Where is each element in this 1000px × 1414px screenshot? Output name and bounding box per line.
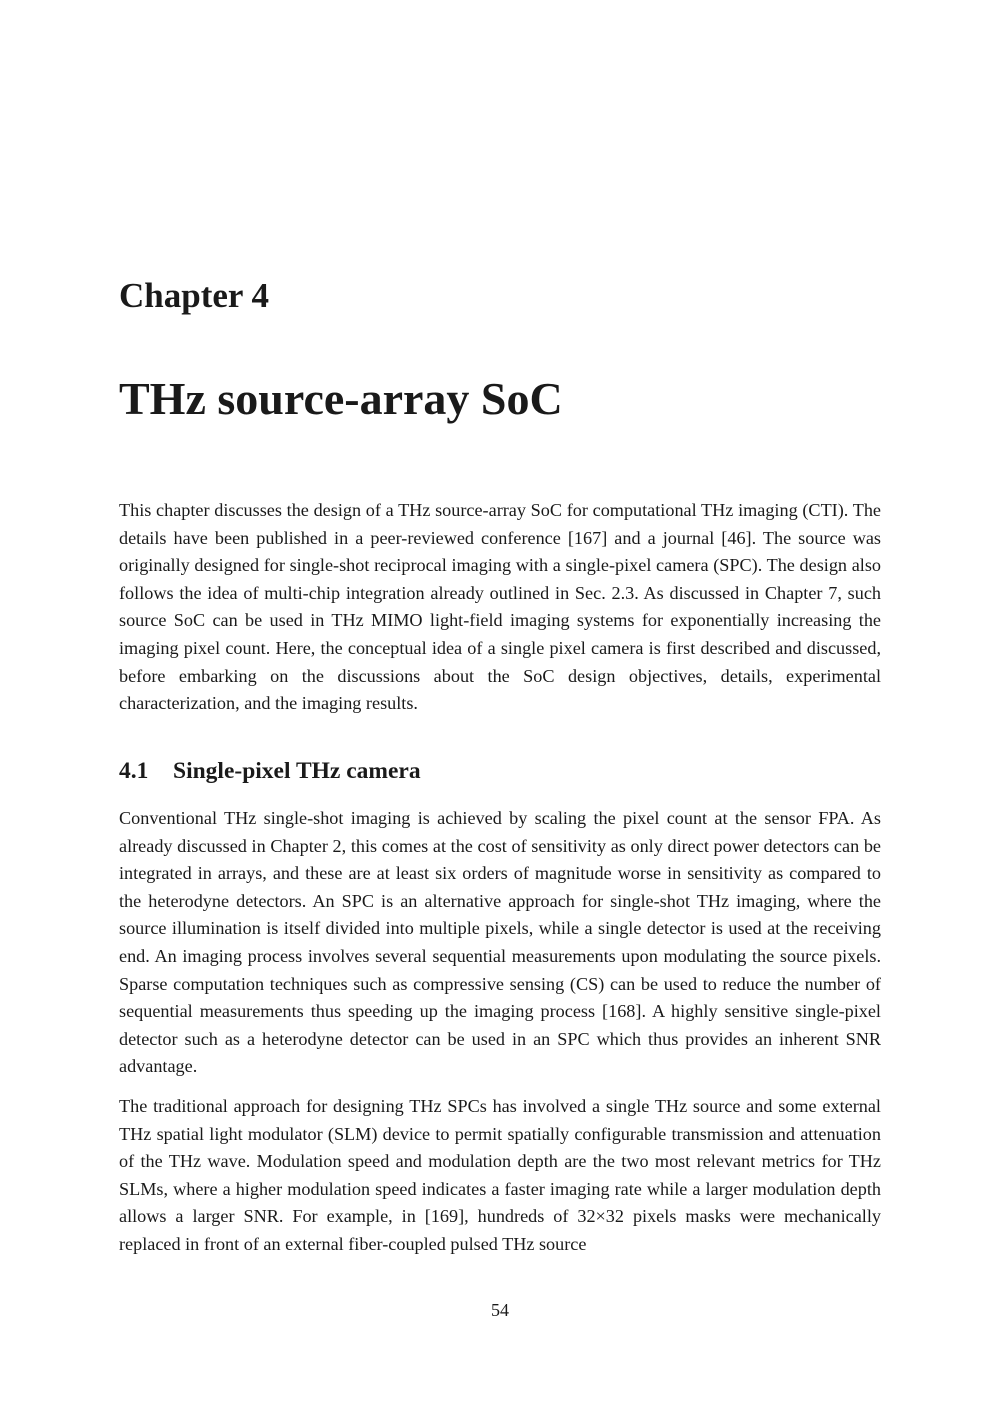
intro-paragraph: This chapter discusses the design of a THz source-array SoC for computational THz imaging (CTI). The details have been published in a peer-reviewed conference [167] and a journal [46]. The source was originally designed for single-shot reciprocal imaging with a single-pixel camera (SPC). The design also follows the idea of multi-chip integration already outlined in Sec. 2.3. As discussed in Chapter 7, such source SoC can be used in THz MIMO light-field imaging systems for exponentially increasing the imaging pixel count. Here, the conceptual idea of a single pixel camera is first described and discussed, before embarking on the discussions about the SoC design objectives, details, experimental characterization, and the imaging results. — [119, 500, 881, 714]
section-paragraph: The traditional approach for designing THz SPCs has involved a single THz source and some external THz spatial light modulator (SLM) device to permit spatially configurable transmission and attenuation of the THz wave. Modulation speed and modulation depth are the two most relevant metrics for THz SLMs, where a higher modulation speed indicates a faster imaging rate while a larger modulation depth allows a larger SNR. For example, in [169], hundreds of 32×32 pixels masks were mechanically replaced in front of an external fiber-coupled pulsed THz source — [119, 1096, 881, 1254]
section-number: 4.1 — [119, 758, 149, 784]
section-paragraph: Conventional THz single-shot imaging is achieved by scaling the pixel count at the sensor FPA. As already discussed in Chapter 2, this comes at the cost of sensitivity as only direct power detectors can be integrated in arrays, and these are at least six orders of magnitude worse in sensitivity as compared to the heterodyne detectors. An SPC is an alternative approach for single-shot THz imaging, where the source illumination is itself divided into multiple pixels, while a single detector is used at the receiving end. An imaging process involves several sequential measurements upon modulating the source pixels. Sparse computation techniques such as compressive sensing (CS) can be used to reduce the number of sequential measurements thus speeding up the imaging process [168]. A highly sensitive single-pixel detector such as a heterodyne detector can be used in an SPC which thus provides an inherent SNR advantage. — [119, 808, 881, 1077]
section-title: Single-pixel THz camera — [173, 758, 421, 784]
section-heading — [119, 754, 421, 788]
chapter-label: Chapter 4 — [119, 276, 270, 315]
page-number: 54 — [491, 1300, 509, 1320]
chapter-title: THz source-array SoC — [119, 373, 563, 424]
